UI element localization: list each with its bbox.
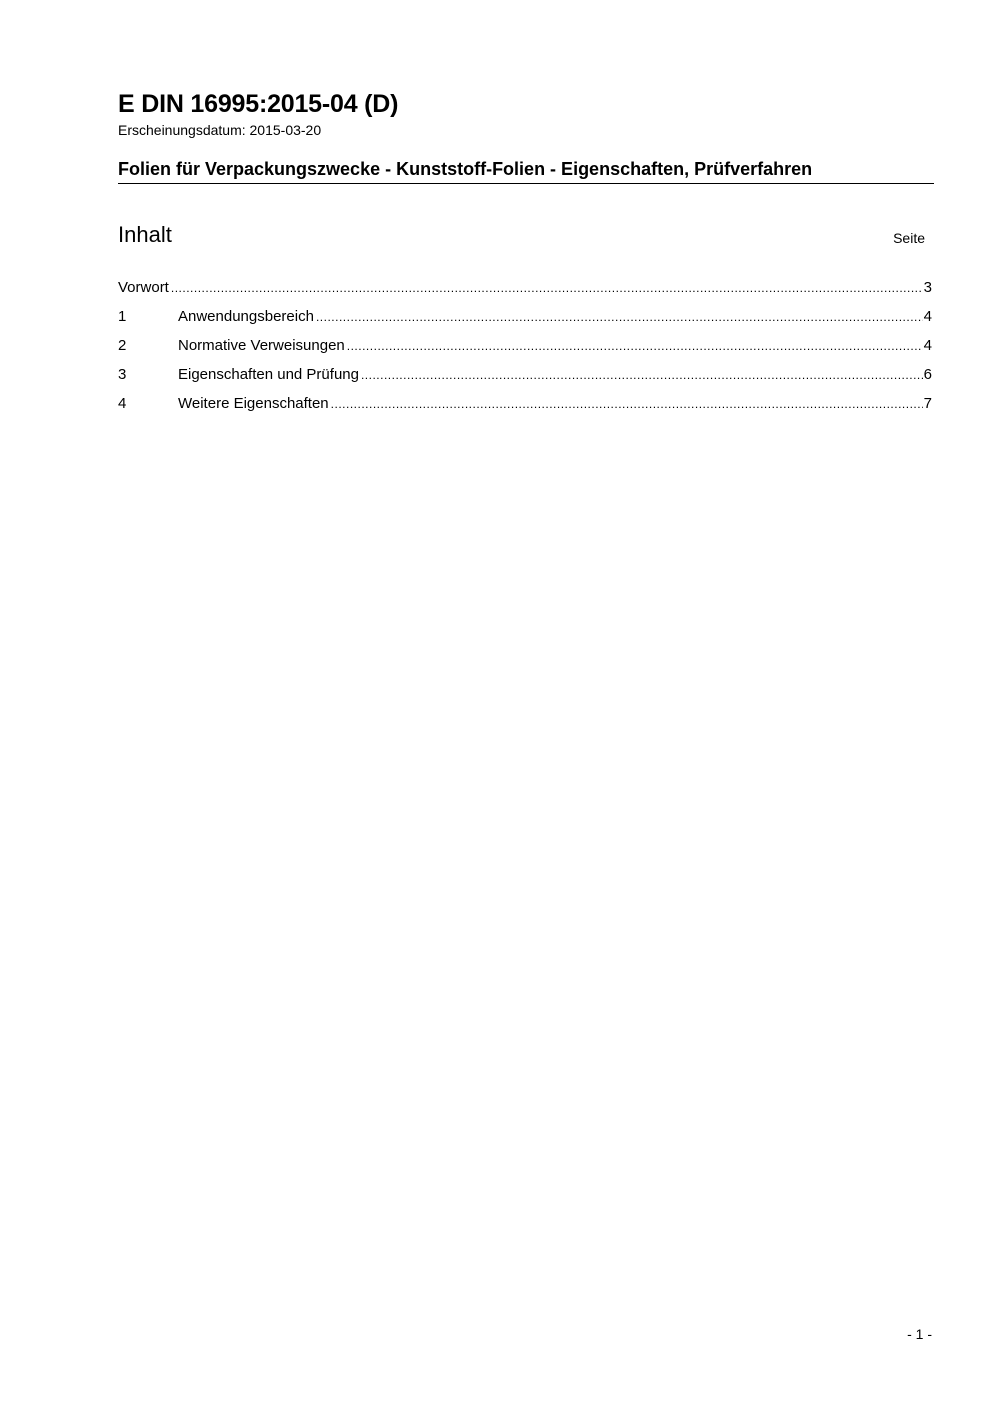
toc-entry-title: Vorwort: [118, 279, 169, 296]
toc-entry-page: 3: [923, 279, 932, 296]
toc-entry-weitere-eigenschaften[interactable]: [118, 394, 932, 423]
page-number: - 1 -: [907, 1326, 932, 1342]
toc-entry-page: 4: [923, 308, 932, 325]
table-of-contents: [118, 278, 932, 423]
toc-entry-number: 1: [118, 308, 127, 325]
toc-dot-leader: [331, 394, 923, 414]
document-id: E DIN 16995:2015-04 (D): [118, 90, 399, 118]
toc-entry-title: Normative Verweisungen: [178, 337, 345, 354]
toc-dot-leader: [361, 365, 923, 385]
publication-date: Erscheinungsdatum: 2015-03-20: [118, 122, 322, 138]
toc-heading: Inhalt: [118, 222, 172, 247]
toc-dot-leader: [347, 336, 923, 356]
title-divider: [118, 183, 934, 184]
toc-entry-normative-verweisungen[interactable]: [118, 336, 932, 365]
toc-entry-number: 2: [118, 337, 127, 354]
toc-entry-title: Weitere Eigenschaften: [178, 395, 329, 412]
toc-entry-page: 6: [923, 366, 932, 383]
toc-dot-leader: [171, 278, 923, 298]
toc-entry-eigenschaften-und-pruefung[interactable]: [118, 365, 932, 394]
toc-entry-title: Anwendungsbereich: [178, 308, 314, 325]
toc-entry-number: 4: [118, 395, 127, 412]
document-title: Folien für Verpackungszwecke - Kunststoff-Folien - Eigenschaften, Prüfverfahren: [118, 159, 813, 179]
toc-entry-anwendungsbereich[interactable]: [118, 307, 932, 336]
toc-entry-page: 7: [923, 395, 932, 412]
toc-page-column-label: Seite: [893, 230, 925, 246]
toc-entry-number: 3: [118, 366, 127, 383]
toc-entry-title: Eigenschaften und Prüfung: [178, 366, 359, 383]
toc-entry-vorwort[interactable]: [118, 278, 932, 307]
toc-entry-page: 4: [923, 337, 932, 354]
toc-dot-leader: [316, 307, 923, 327]
